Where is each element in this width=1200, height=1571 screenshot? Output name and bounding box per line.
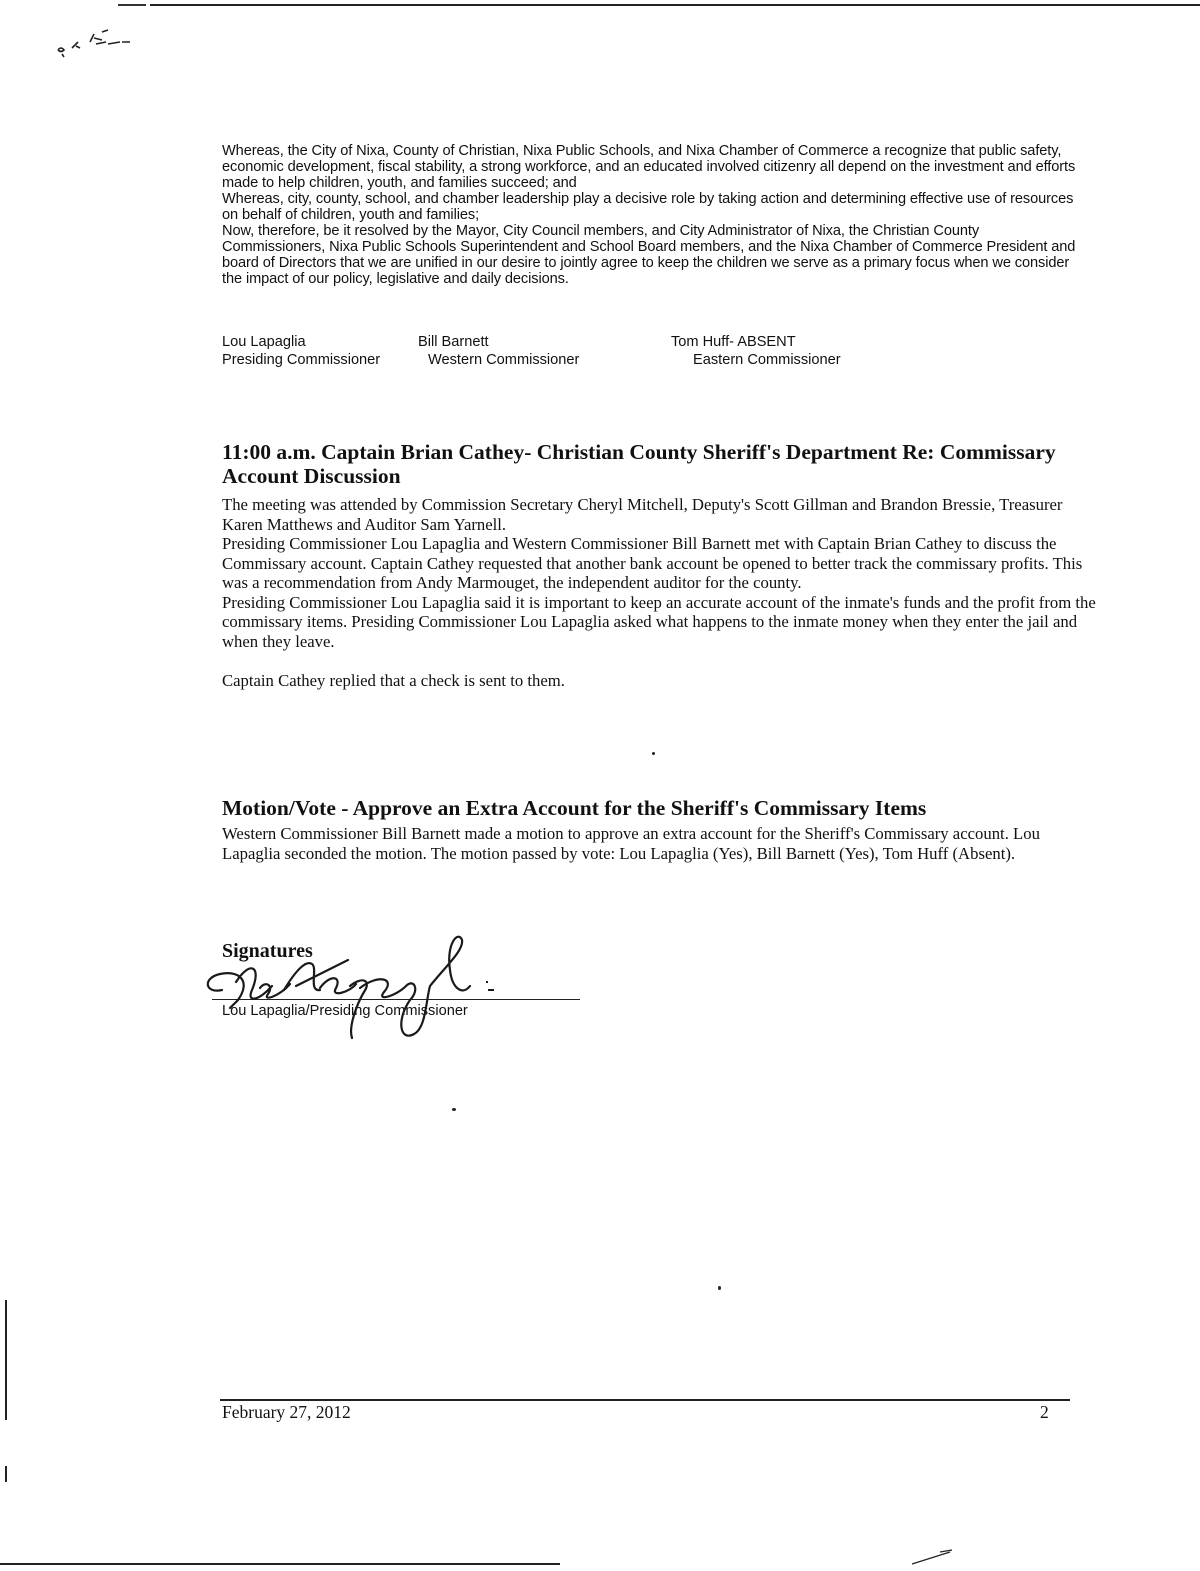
motion-heading: Motion/Vote - Approve an Extra Account for the Sheriff's Commissary Items [222, 796, 927, 820]
scan-scribble [50, 28, 160, 68]
section-heading: 11:00 a.m. Captain Brian Cathey- Christian County Sheriff's Department Re: Commissary Account Discussion [222, 440, 1056, 488]
body-paragraph: Presiding Commissioner Lou Lapaglia said it is important to keep an accurate account of the inmate's funds and the profit from the commissary items. Presiding Commissioner Lou Lapaglia asked what happens to the inmate money when they enter the jail and when they leave. [222, 592, 1096, 651]
body-paragraph: Presiding Commissioner Lou Lapaglia and Western Commissioner Bill Barnett met with Captain Brian Cathey to discuss the Commissary account. Captain Cathey requested that another bank account be opened to better track the commissary profits. This was a recommendation from Andy Marmouget, the independent auditor for the county. [222, 534, 1083, 592]
commissioner-name: Tom Huff- ABSENT [671, 334, 796, 350]
handwritten-signature [200, 930, 510, 1050]
signatures-title: Signatures [222, 940, 313, 962]
commissioner-title: Presiding Commissioner [222, 352, 381, 368]
commissioner-name: Lou Lapaglia [222, 334, 306, 350]
scan-edge-mark [5, 1466, 7, 1482]
resolution-paragraph: Whereas, city, county, school, and chamber leadership play a decisive role by taking action and determining effective use of resources on behalf of children, youth and families; [222, 191, 1074, 223]
body-paragraph: Captain Cathey replied that a check is sent to them. [222, 671, 565, 690]
signer-name: Lou Lapaglia/Presiding Commissioner [222, 1003, 468, 1019]
scan-mark [118, 4, 146, 6]
footer-rule [220, 1399, 1070, 1401]
scan-speck [652, 752, 655, 755]
scan-speck [452, 1108, 456, 1111]
footer-date: February 27, 2012 [222, 1402, 351, 1422]
resolution-paragraph: Whereas, the City of Nixa, County of Christian, Nixa Public Schools, and Nixa Chamber of Commerce a recognize that public safety, economic development, fiscal stability, a strong workforce, and an educated involved citizenry all depend on the investment and efforts made to help children, youth, and families succeed; and [222, 143, 1076, 191]
scan-speck [718, 1286, 721, 1290]
scan-edge-mark [5, 1300, 7, 1420]
motion-text: Western Commissioner Bill Barnett made a motion to approve an extra account for the Sheriff's Commissary account. Lou Lapaglia seconded the motion. The motion passed by vote: Lou Lapaglia (Yes), Bill Barnett (Yes), Tom Huff (Absent). [222, 824, 1040, 863]
commissioner-title: Eastern Commissioner [693, 352, 841, 368]
body-paragraph: The meeting was attended by Commission Secretary Cheryl Mitchell, Deputy's Scott Gillman and Brandon Bressie, Treasurer Karen Matthews and Auditor Sam Yarnell. [222, 495, 1063, 534]
scan-scribble [910, 1548, 960, 1566]
scan-edge-line [150, 4, 1200, 6]
resolution-paragraph: Now, therefore, be it resolved by the Mayor, City Council members, and City Administrator of Nixa, the Christian County Commissioners, Nixa Public Schools Superintendent and School Board members, and the Nixa Chamber of Commerce President and board of Directors that we are unified in our desire to jointly agree to keep the children we serve as a primary focus when we consider the impact of our policy, legislative and daily decisions. [222, 223, 1076, 287]
scan-edge-line [0, 1563, 560, 1565]
page-number: 2 [1040, 1402, 1049, 1422]
commissioner-name: Bill Barnett [418, 334, 489, 350]
resolution-text [222, 143, 1082, 287]
commissioner-title: Western Commissioner [428, 352, 580, 368]
section-body [222, 495, 1102, 691]
